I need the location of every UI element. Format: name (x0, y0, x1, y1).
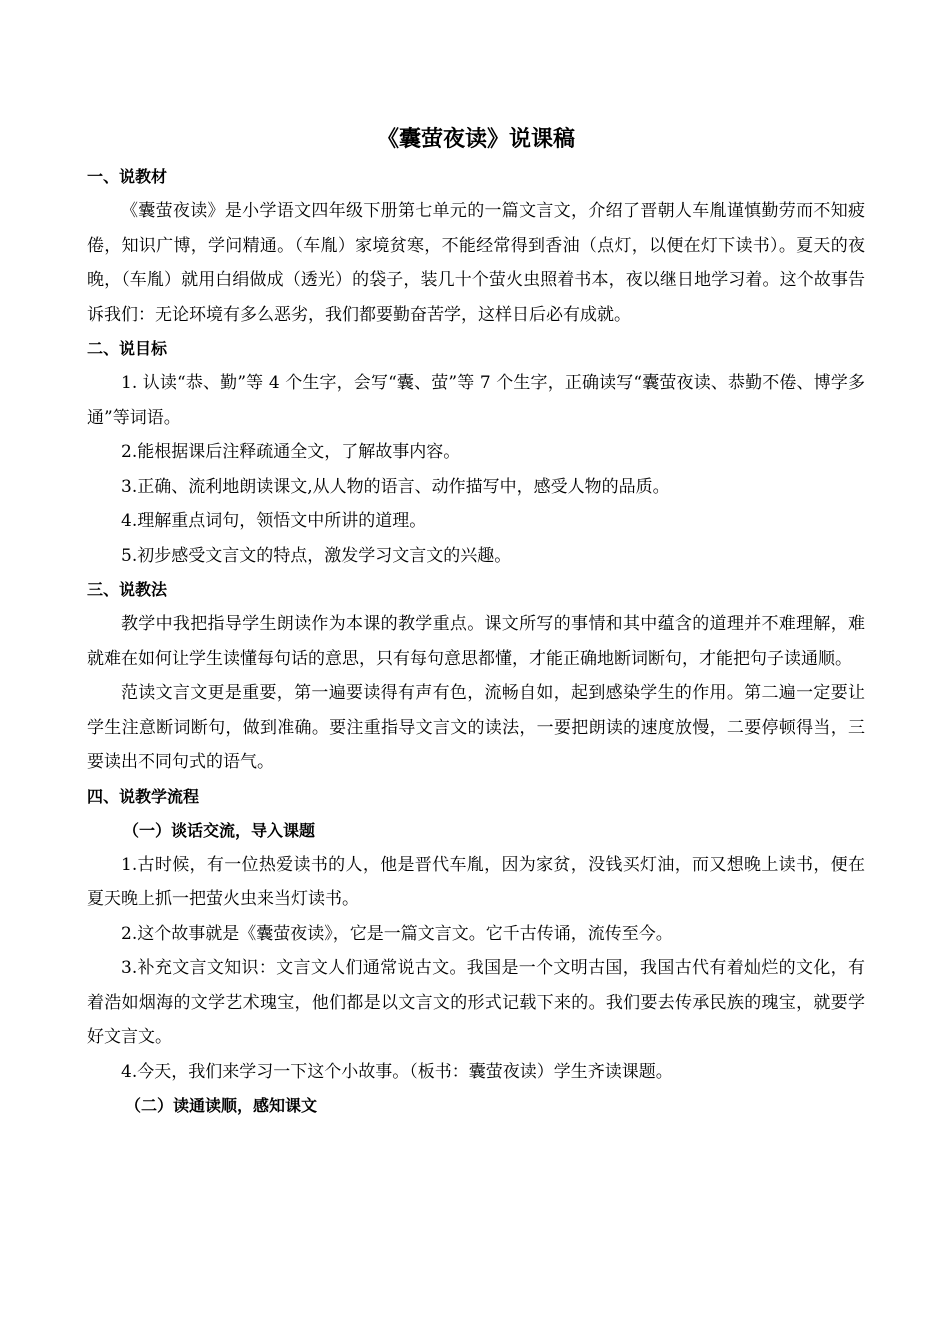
section-objectives (87, 332, 865, 573)
subsection-heading: （二）读通读顺，感知课文 (125, 1096, 318, 1115)
section-heading: 一、说教材 (87, 167, 168, 186)
paragraph: 《囊萤夜读》是小学语文四年级下册第七单元的一篇文言文，介绍了晋朝人车胤谨慎勤劳而不知疲倦，知识广博，学问精通。（车胤）家境贫寒，不能经常得到香油（点灯，以便在灯下读书）。夏天的夜晚，（车胤）就用白绢做成（透光）的袋子，装几十个萤火虫照着书本，夜以继日地学习着。这个故事告诉我们：无论环境有多么恶劣，我们都要勤奋苦学，这样日后必有成就。 (87, 201, 865, 325)
paragraph: 教学中我把指导学生朗读作为本课的教学重点。课文所写的事情和其中蕴含的道理并不难理解，难就难在如何让学生读懂每句话的意思，只有每句意思都懂，才能正确地断词断句，才能把句子读通顺。 (87, 614, 865, 669)
document-page (87, 124, 865, 1123)
process-step: 4.今天，我们来学习一下这个小故事。（板书：囊萤夜读）学生齐读课题。 (121, 1061, 673, 1082)
page-title: 《囊萤夜读》说课稿 (376, 127, 575, 152)
paragraph: 范读文言文更是重要，第一遍要读得有声有色，流畅自如，起到感染学生的作用。第二遍一定要让学生注意断词断句，做到准确。要注重指导文言文的读法，一要把朗读的速度放慢，二要停顿得当，三要读出不同句式的语气。 (87, 683, 865, 772)
section-heading: 二、说目标 (87, 339, 168, 358)
section-process (87, 780, 865, 1124)
section-textbook (87, 160, 865, 332)
section-heading: 三、说教法 (87, 580, 168, 599)
process-step: 1.古时候，有一位热爱读书的人，他是晋代车胤，因为家贫，没钱买灯油，而又想晚上读书，便在夏天晚上抓一把萤火虫来当灯读书。 (87, 854, 865, 909)
objective-item: 2.能根据课后注释疏通全文，了解故事内容。 (121, 442, 461, 462)
objective-item: 1. 认读“恭、勤”等 4 个生字，会写“囊、萤”等 7 个生字，正确读写“囊萤夜读、恭勤不倦、博学多通”等词语。 (87, 373, 865, 428)
process-step: 2.这个故事就是《囊萤夜读》，它是一篇文言文。它千古传诵，流传至今。 (121, 923, 673, 944)
section-heading: 四、说教学流程 (87, 786, 200, 806)
section-methods (87, 573, 865, 780)
process-step: 3.补充文言文知识：文言文人们通常说古文。我国是一个文明古国，我国古代有着灿烂的文化，有着浩如烟海的文学艺术瑰宝，他们都是以文言文的形式记载下来的。我们要去传承民族的瑰宝，就要学好文言文。 (87, 958, 865, 1047)
objective-item: 3.正确、流利地朗读课文,从人物的语言、动作描写中，感受人物的品质。 (121, 476, 670, 497)
subsection-heading: （一）谈话交流，导入课题 (123, 820, 316, 840)
objective-item: 4.理解重点词句，领悟文中所讲的道理。 (121, 511, 427, 531)
objective-item: 5.初步感受文言文的特点，激发学习文言文的兴趣。 (121, 545, 512, 566)
